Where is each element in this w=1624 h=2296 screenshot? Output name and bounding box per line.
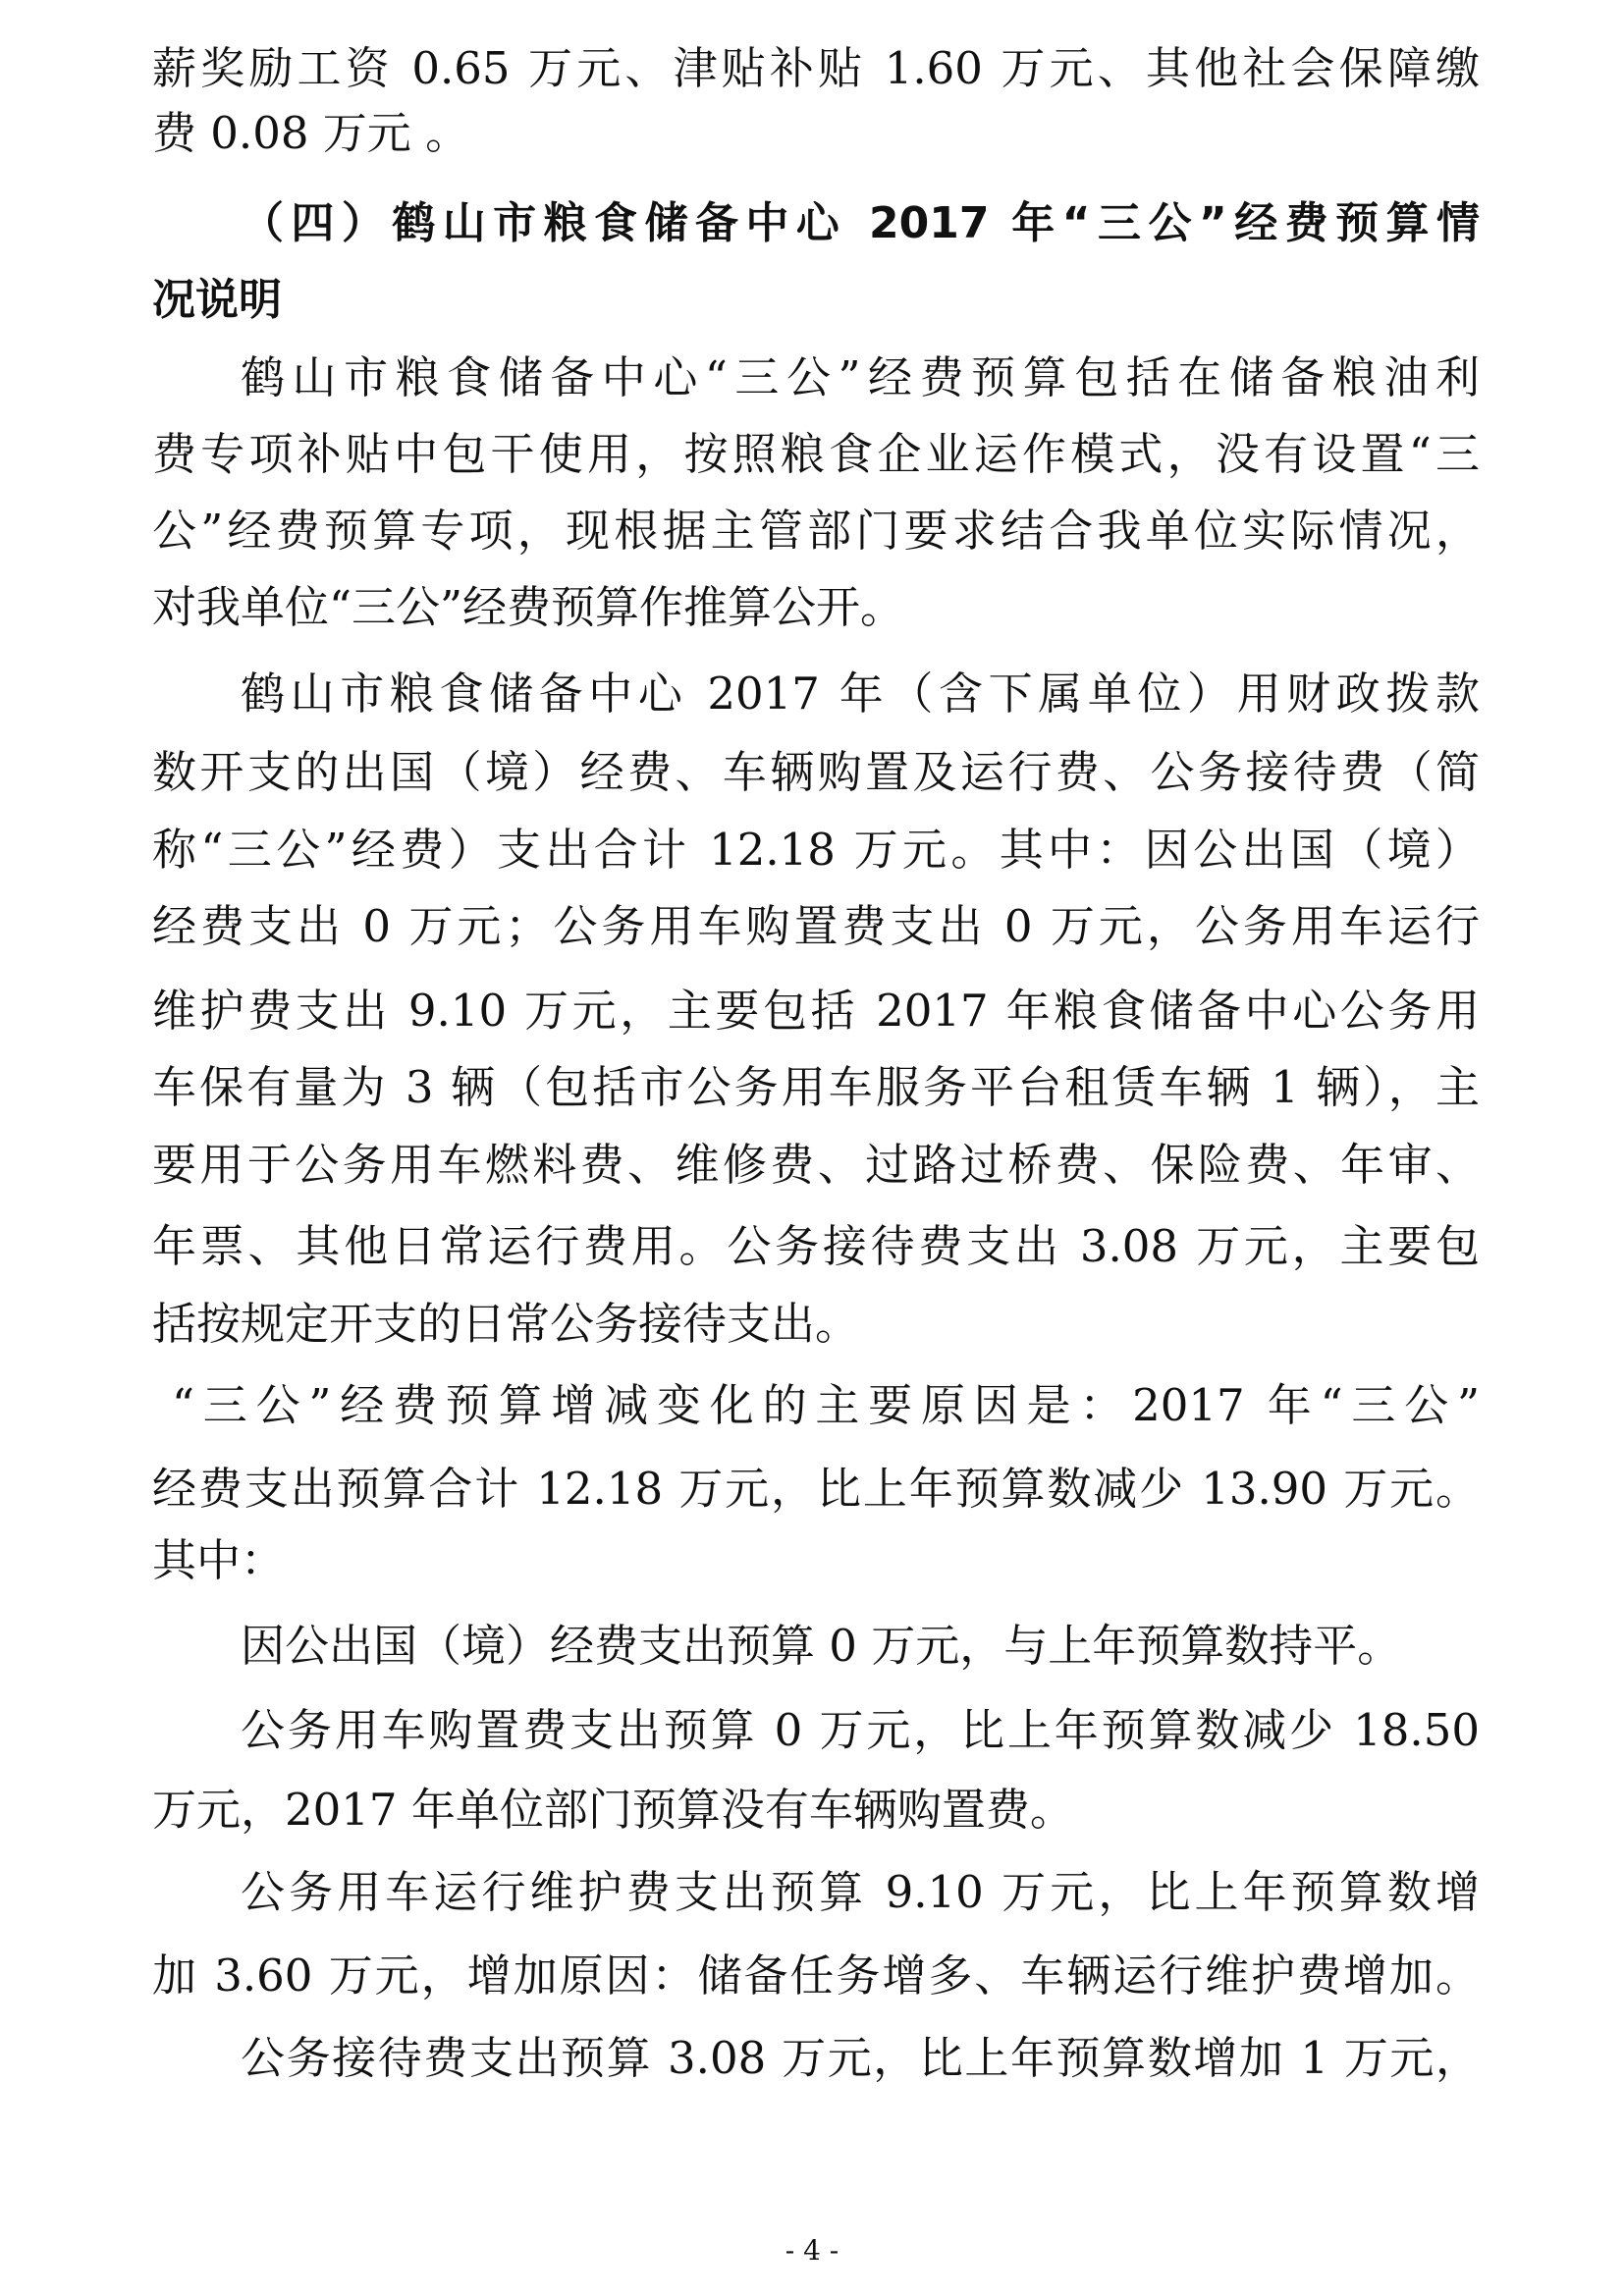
page-number: - 4 - [785, 2234, 839, 2267]
text-line: 公务接待费支出预算 3.08 万元，比上年预算数增加 1 万元， [241, 2032, 1480, 2084]
text-line: 其中： [152, 1534, 286, 1586]
text-line: 年票、其他日常运行费用。公务接待费支出 3.08 万元，主要包 [152, 1220, 1480, 1272]
text-line: “三公”经费预算增减变化的主要原因是：2017 年“三公” [172, 1379, 1480, 1431]
section-heading: 况说明 [152, 275, 282, 325]
text-line: 称“三公”经费）支出合计 12.18 万元。其中：因公出国（境） [152, 824, 1480, 876]
text-line: 鹤山市粮食储备中心“三公”经费预算包括在储备粮油利 [241, 351, 1480, 403]
text-line: 公务用车运行维护费支出预算 9.10 万元，比上年预算数增 [241, 1866, 1480, 1918]
text-line: 加 3.60 万元，增加原因：储备任务增多、车辆运行维护费增加。 [152, 1949, 1480, 2002]
text-line: 维护费支出 9.10 万元，主要包括 2017 年粮食储备中心公务用 [152, 985, 1480, 1037]
text-line: 费专项补贴中包干使用，按照粮食企业运作模式，没有设置“三 [152, 428, 1480, 480]
text-line: 经费支出预算合计 12.18 万元，比上年预算数减少 13.90 万元。 [152, 1463, 1480, 1515]
text-line: 括按规定开支的日常公务接待支出。 [152, 1298, 860, 1350]
text-line: 费 0.08 万元 。 [152, 107, 470, 159]
text-line: 经费支出 0 万元；公务用车购置费支出 0 万元，公务用车运行 [152, 900, 1480, 952]
text-line: 因公出国（境）经费支出预算 0 万元，与上年预算数持平。 [241, 1620, 1402, 1672]
text-line: 薪奖励工资 0.65 万元、津贴补贴 1.60 万元、其他社会保障缴 [152, 42, 1480, 94]
text-line: 公”经费预算专项，现根据主管部门要求结合我单位实际情况， [152, 505, 1480, 557]
text-line: 对我单位“三公”经费预算作推算公开。 [152, 581, 905, 633]
section-heading: （四）鹤山市粮食储备中心 2017 年“三公”经费预算情 [241, 198, 1480, 248]
text-line: 鹤山市粮食储备中心 2017 年（含下属单位）用财政拨款 [241, 667, 1480, 720]
text-line: 万元，2017 年单位部门预算没有车辆购置费。 [152, 1784, 1074, 1836]
text-line: 公务用车购置费支出预算 0 万元，比上年预算数减少 18.50 [241, 1704, 1480, 1756]
text-line: 要用于公务用车燃料费、维修费、过路过桥费、保险费、年审、 [152, 1139, 1480, 1191]
text-line: 车保有量为 3 辆（包括市公务用车服务平台租赁车辆 1 辆），主 [152, 1061, 1480, 1113]
text-line: 数开支的出国（境）经费、车辆购置及运行费、公务接待费（简 [152, 746, 1480, 798]
